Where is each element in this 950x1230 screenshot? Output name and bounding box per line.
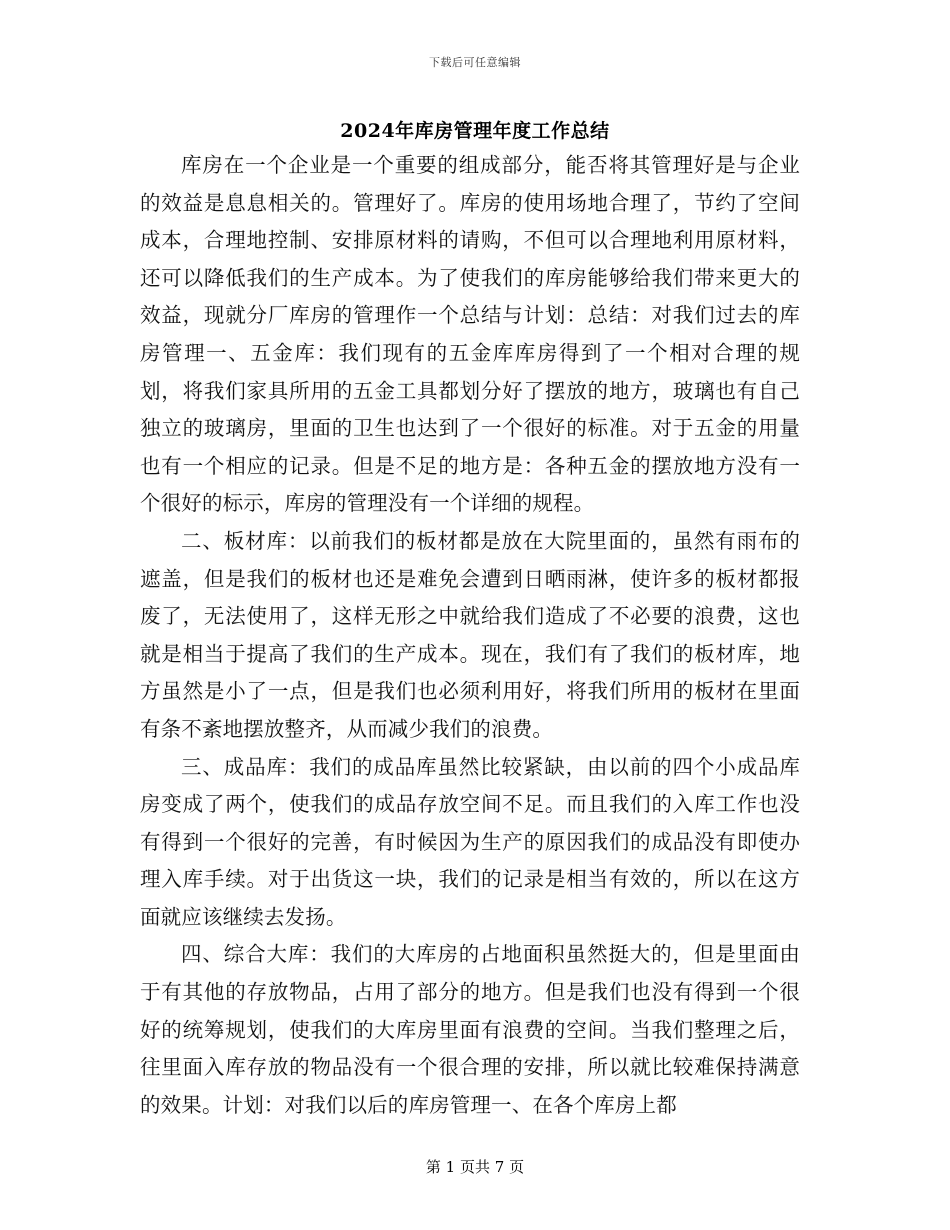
paragraph-general-warehouse: 四、综合大库：我们的大库房的占地面积虽然挺大的，但是里面由于有其他的存放物品，占用了部分的地方。但是我们也没有得到一个很好的统筹规划，使我们的大库房里面有浪费的空间。当我们整理之后，往里面入库存放的物品没有一个很合理的安排，所以就比较难保持满意的效果。计划：对我们以后的库房管理一、在各个库房上都 xyxy=(140,942,800,1117)
document-body xyxy=(140,147,800,1124)
paragraph-board-storage: 二、板材库：以前我们的板材都是放在大院里面的，虽然有雨布的遮盖，但是我们的板材也还是难免会遭到日晒雨淋，使许多的板材都报废了，无法使用了，这样无形之中就给我们造成了不必要的浪费，这也就是相当于提高了我们的生产成本。现在，我们有了我们的板材库，地方虽然是小了一点，但是我们也必须利用好，将我们所用的板材在里面有条不紊地摆放整齐，从而减少我们的浪费。 xyxy=(140,528,800,741)
document-title: 2024年库房管理年度工作总结 xyxy=(340,120,610,142)
header-note: 下载后可任意编辑 xyxy=(429,56,521,69)
paragraph-intro: 库房在一个企业是一个重要的组成部分，能否将其管理好是与企业的效益是息息相关的。管理好了。库房的使用场地合理了，节约了空间成本，合理地控制、安排原材料的请购，不但可以合理地利用原材料，还可以降低我们的生产成本。为了使我们的库房能够给我们带来更大的效益，现就分厂库房的管理作一个总结与计划：总结：对我们过去的库房管理一、五金库：我们现有的五金库库房得到了一个相对合理的规划，将我们家具所用的五金工具都划分好了摆放的地方，玻璃也有自己独立的玻璃房，里面的卫生也达到了一个很好的标准。对于五金的用量也有一个相应的记录。但是不足的地方是：各种五金的摆放地方没有一个很好的标示，库房的管理没有一个详细的规程。 xyxy=(140,153,800,516)
page-footer: 第 1 页共 7 页 xyxy=(425,1158,525,1176)
paragraph-finished-goods: 三、成品库：我们的成品库虽然比较紧缺，由以前的四个小成品库房变成了两个，使我们的成品存放空间不足。而且我们的入库工作也没有得到一个很好的完善，有时候因为生产的原因我们的成品没有即使办理入库手续。对于出货这一块，我们的记录是相当有效的，所以在这方面就应该继续去发扬。 xyxy=(140,754,800,929)
